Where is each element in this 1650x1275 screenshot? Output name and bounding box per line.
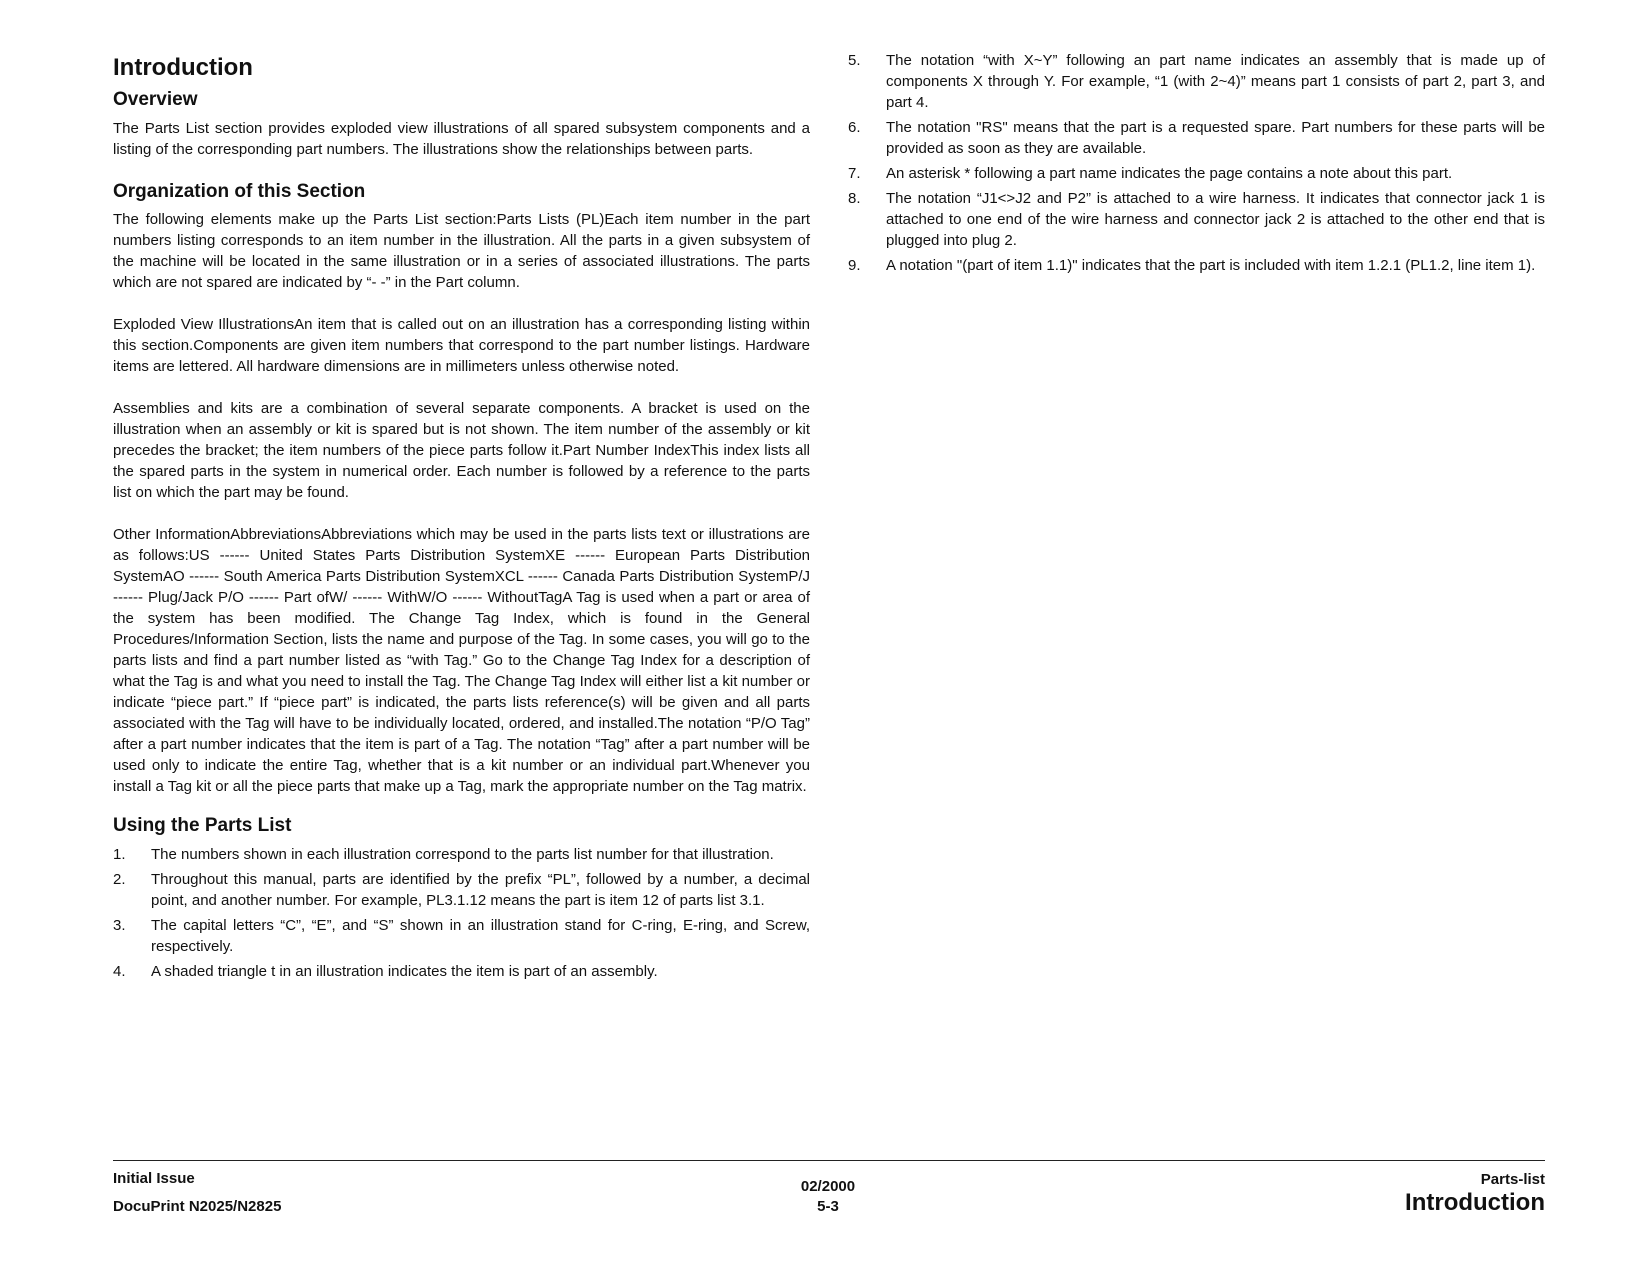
- list-item-number: 7.: [848, 165, 861, 182]
- overview-paragraph: The Parts List section provides exploded view illustrations of all spared subsystem components and a listing of the corresponding part numbers. The illustrations show the relationships between parts.: [113, 119, 810, 158]
- list-item-number: 4.: [113, 963, 126, 981]
- list-item-text: A shaded triangle t in an illustration indicates the item is part of an assembly.: [151, 963, 658, 981]
- list-item: [113, 869, 810, 911]
- list-item: [113, 915, 810, 957]
- left-column: [113, 50, 810, 986]
- list-item-text: The capital letters “C”, “E”, and “S” shown in an illustration stand for C-ring, E-ring, and Screw, respectively.: [151, 917, 810, 956]
- list-item-number: 3.: [113, 917, 126, 935]
- list-item: [113, 961, 810, 982]
- footer-section: Parts-list: [1480, 1171, 1545, 1188]
- list-item: [848, 117, 1545, 159]
- footer-chapter: Introduction: [1405, 1189, 1545, 1216]
- list-item-number: 6.: [848, 119, 861, 136]
- list-item-text: The numbers shown in each illustration correspond to the parts list number for that illustration.: [151, 846, 774, 864]
- footer-product: DocuPrint N2025/N2825: [113, 1198, 282, 1215]
- list-item-text: A notation "(part of item 1.1)" indicates that the part is included with item 1.2.1 (PL1.2, line item 1).: [886, 257, 1536, 274]
- list-item-text: An asterisk * following a part name indicates the page contains a note about this part.: [886, 165, 1453, 182]
- overview-heading: Overview: [113, 88, 198, 110]
- page-title: Introduction: [113, 54, 253, 81]
- list-item: [848, 163, 1545, 184]
- footer-divider: [113, 1160, 1545, 1161]
- list-item-number: 5.: [848, 52, 861, 69]
- list-item-text: The notation “with X~Y” following an part name indicates an assembly that is made up of components X through Y. For example, “1 (with 2~4)” means part 1 consists of part 2, part 3, and part 4.: [886, 52, 1545, 111]
- list-item-number: 1.: [113, 846, 126, 864]
- using-parts-list-heading: Using the Parts List: [113, 815, 292, 837]
- list-item-text: Throughout this manual, parts are identified by the prefix “PL”, followed by a number, a decimal point, and another number. For example, PL3.1.12 means the part is item 12 of parts list 3.1.: [151, 871, 810, 910]
- org-paragraph-4: Other InformationAbbreviationsAbbreviations which may be used in the parts lists text or illustrations are as follows:US ------ United States Parts Distribution SystemXE ------ European Parts Distribution SystemAO ------ South America Parts Distribution SystemXCL ------ Canada Parts Distribution SystemP/J ------ Plug/Jack P/O ------ Part ofW/ ------ WithW/O ------ WithoutTagA Tag is used when a part or area of the system has been modified. The Change Tag Index, which is found in the General Procedures/Information Section, lists the name and purpose of the Tag. In some cases, you will go to the parts lists and find a part number listed as “with Tag.” Go to the Change Tag Index for a description of what the Tag is and what you need to install the Tag. The Change Tag Index will either list a kit number or indicate “piece part.” If “piece part” is indicated, the parts lists reference(s) will be given and all parts associated with the Tag will have to be individually located, ordered, and installed.The notation “P/O Tag” after a part number indicates that the item is part of a Tag. The notation “Tag” after a part number will be used only to indicate the entire Tag, whether that is a kit number or an individual part.Whenever you install a Tag kit or all the piece parts that make up a Tag, mark the appropriate number on the Tag matrix.: [113, 526, 810, 796]
- list-item: [113, 844, 810, 865]
- footer-page-number: 5-3: [817, 1198, 839, 1215]
- right-column: [848, 50, 1545, 280]
- notation-list: [848, 50, 1545, 276]
- footer-issue: Initial Issue: [113, 1170, 195, 1187]
- list-item-text: The notation "RS" means that the part is a requested spare. Part numbers for these parts will be provided as soon as they are available.: [886, 119, 1545, 157]
- list-item-number: 8.: [848, 190, 861, 207]
- organization-heading: Organization of this Section: [113, 180, 366, 202]
- org-paragraph-1: The following elements make up the Parts List section:Parts Lists (PL)Each item number in the part numbers listing corresponds to an item number in the illustration. All the parts in a given subsystem of the machine will be located in the same illustration or in a series of associated illustrations. The parts which are not spared are indicated by “- -” in the Part column.: [113, 211, 810, 292]
- list-item-number: 9.: [848, 257, 861, 274]
- list-item: [848, 188, 1545, 251]
- list-item-text: The notation “J1<>J2 and P2” is attached to a wire harness. It indicates that connector jack 1 is attached to one end of the wire harness and connector jack 2 is attached to the other end that is plugged into plug 2.: [886, 190, 1545, 249]
- org-paragraph-2: Exploded View IllustrationsAn item that is called out on an illustration has a corresponding listing within this section.Components are given item numbers that correspond to the part number listings. Hardware items are lettered. All hardware dimensions are in millimeters unless otherwise noted.: [113, 316, 810, 376]
- list-item: [848, 255, 1545, 276]
- footer-date: 02/2000: [800, 1178, 856, 1195]
- list-item-number: 2.: [113, 871, 126, 889]
- using-parts-list: [113, 844, 810, 982]
- list-item: [848, 50, 1545, 113]
- org-paragraph-3: Assemblies and kits are a combination of several separate components. A bracket is used on the illustration when an assembly or kit is spared but is not shown. The item number of the assembly or kit precedes the bracket; the item numbers of the piece parts follow it.Part Number IndexThis index lists all the spared parts in the system in numerical order. Each number is followed by a reference to the parts list on which the part may be found.: [113, 400, 810, 502]
